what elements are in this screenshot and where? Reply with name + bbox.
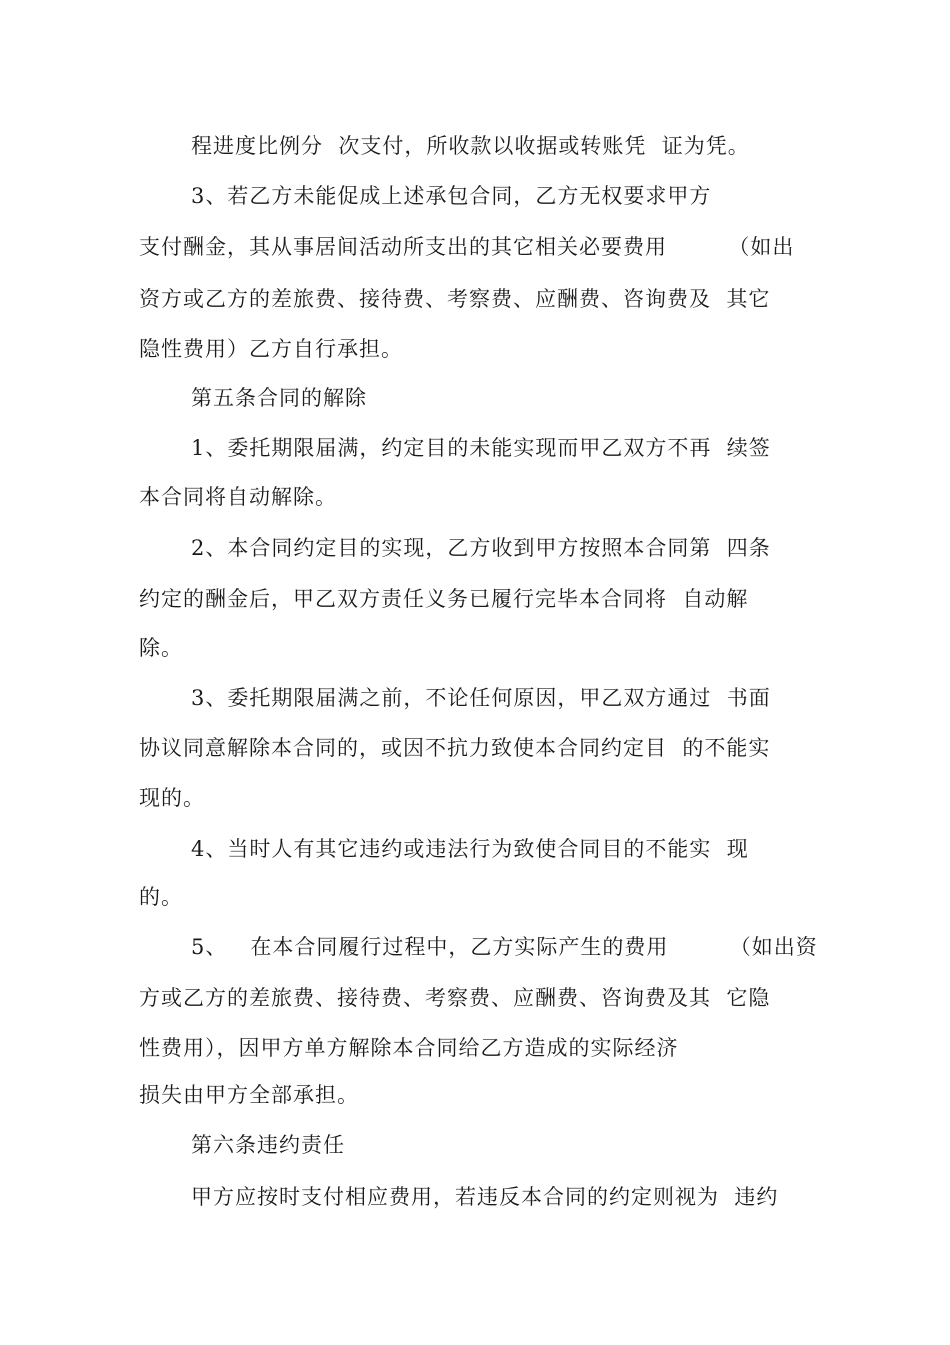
text-line: 的。 — [139, 885, 183, 909]
text-line: 现的。 — [139, 786, 205, 810]
text-line: 3、若乙方未能促成上述承包合同，乙方无权要求甲方 — [191, 184, 712, 208]
section-heading: 第五条合同的解除 — [191, 386, 367, 410]
text-line: 1、委托期限届满，约定目的未能实现而甲乙双方不再 续签 — [191, 436, 771, 460]
text-line: 性费用），因甲方单方解除本合同给乙方造成的实际经济 — [139, 1036, 679, 1060]
text-line: 隐性费用）乙方自行承担。 — [139, 337, 403, 361]
text-line: 资方或乙方的差旅费、接待费、考察费、应酬费、咨询费及 其它 — [139, 287, 771, 311]
text-line: 2、本合同约定目的实现，乙方收到甲方按照本合同第 四条 — [191, 536, 771, 560]
text-line: 方或乙方的差旅费、接待费、考察费、应酬费、咨询费及其 它隐 — [139, 986, 771, 1010]
text-line: 程进度比例分 次支付，所收款以收据或转账凭 证为凭。 — [191, 134, 750, 158]
text-line: 本合同将自动解除。 — [139, 485, 337, 509]
text-line: 5、 在本合同履行过程中，乙方实际产生的费用 （如出资 — [191, 935, 818, 959]
text-line: 4、当时人有其它违约或违法行为致使合同目的不能实 现 — [191, 837, 749, 861]
text-line: 损失由甲方全部承担。 — [139, 1083, 359, 1107]
text-line: 3、委托期限届满之前，不论任何原因，甲乙双方通过 书面 — [191, 686, 771, 710]
text-line: 约定的酬金后，甲乙双方责任义务已履行完毕本合同将 自动解 — [139, 587, 749, 611]
text-line: 支付酬金，其从事居间活动所支出的其它相关必要费用 （如出 — [139, 235, 795, 259]
section-heading: 第六条违约责任 — [191, 1133, 345, 1157]
text-line: 除。 — [139, 636, 183, 660]
text-line: 协议同意解除本合同的，或因不抗力致使本合同约定目 的不能实 — [139, 736, 771, 760]
text-line: 甲方应按时支付相应费用，若违反本合同的约定则视为 违约 — [191, 1185, 779, 1209]
